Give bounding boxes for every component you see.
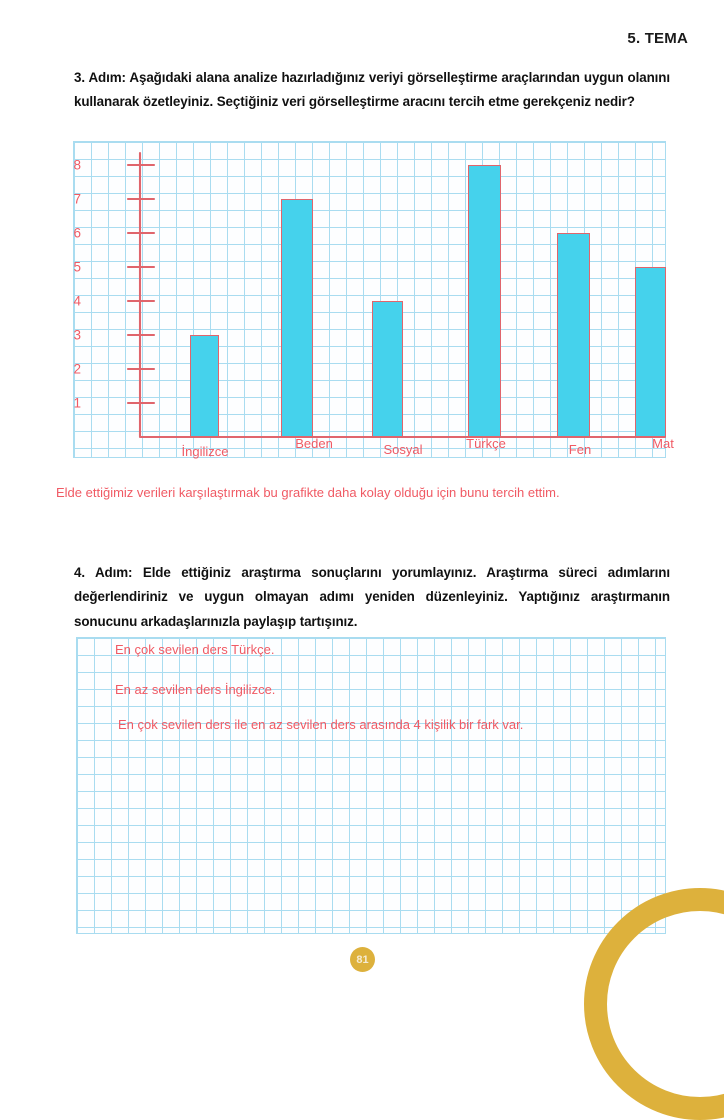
- bar-beden: [281, 199, 313, 437]
- answer-line-2: En az sevilen ders İngilizce.: [115, 682, 276, 697]
- x-axis-label-türkçe: Türkçe: [466, 436, 506, 451]
- bar-sosyal: [372, 301, 403, 437]
- bar-chart: [73, 141, 674, 459]
- tema-header: 5. TEMA: [627, 30, 688, 47]
- step3-prompt: 3. Adım: Aşağıdaki alana analize hazırladığınız veriyi görselleştirme araçlarından uygun olanını kullanarak özetleyiniz. Seçtiğiniz veri görselleştirme aracını tercih etme gerekçeniz nedir?: [74, 70, 670, 110]
- answer-line-3: En çok sevilen ders ile en az sevilen ders arasında 4 kişilik bir fark var.: [118, 717, 524, 732]
- x-axis-label-fen: Fen: [568, 442, 592, 457]
- y-axis-label: 1: [73, 395, 81, 411]
- bar-fen: [557, 233, 590, 437]
- y-axis-label: 2: [73, 361, 81, 377]
- x-axis-label-i̇ngilizce: İngilizce: [181, 444, 229, 459]
- y-axis-label: 5: [73, 259, 81, 275]
- y-axis-label: 3: [73, 327, 81, 343]
- x-axis-label-mat: Mat: [652, 436, 674, 451]
- y-axis-label: 7: [73, 191, 81, 207]
- answer-line-1: En çok sevilen ders Türkçe.: [115, 642, 275, 657]
- bar-mat: [635, 267, 666, 437]
- page-number: 81: [350, 947, 375, 972]
- x-axis-label-beden: Beden: [295, 436, 333, 451]
- x-axis-label-sosyal: Sosyal: [383, 442, 423, 457]
- y-axis-label: 6: [73, 225, 81, 241]
- y-axis-label: 8: [73, 157, 81, 173]
- step4-prompt: 4. Adım: Elde ettiğiniz araştırma sonuçlarını yorumlayınız. Araştırma süreci adımlarını değerlendiriniz ve uygun olmayan adımı yeniden düzenleyiniz. Yaptığınız araştırmanın sonucunu arkadaşlarınızla paylaşıp tartışınız.: [74, 565, 670, 629]
- y-axis-label: 4: [73, 293, 81, 309]
- bar-i̇ngilizce: [190, 335, 219, 437]
- bar-türkçe: [468, 165, 501, 437]
- reason-note: Elde ettiğimiz verileri karşılaştırmak bu grafikte daha kolay olduğu için bunu tercih ettim.: [56, 485, 560, 500]
